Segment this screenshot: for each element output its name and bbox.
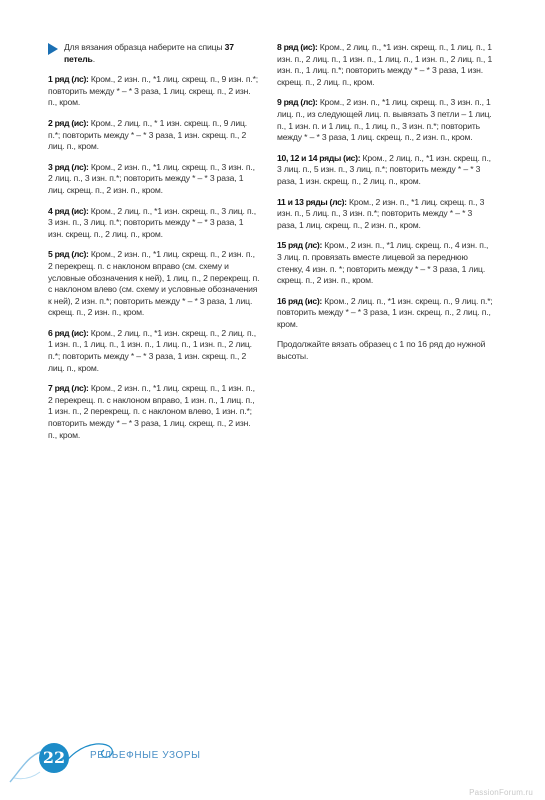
- rows-11-13: [277, 197, 493, 232]
- row-label: 15 ряд (лс):: [277, 240, 323, 251]
- row-label: 8 ряд (ис):: [277, 42, 318, 52]
- row-instructions: Кром., 2 лиц. п., *1 изн. скрещ. п., 3 лиц. п., 5 изн. п., 3 лиц. п.*; повторить между * – * 3 раза, 1 изн. скрещ. п., 2 лиц. п., кром.: [277, 152, 491, 186]
- row-label: 16 ряд (ис):: [277, 295, 322, 306]
- row-label: 1 ряд (лс):: [48, 74, 89, 85]
- row-instructions: Кром., 2 изн. п., *1 лиц. скрещ. п., 3 изн. п., 5 лиц. п., 3 изн. п.*; повторить между * – * 3 раза, 1 лиц. скрещ. п., 2 изн. п., кром.: [277, 196, 485, 230]
- closing-paragraph: Продолжайте вязать образец с 1 по 16 ряд до нужной высоты.: [277, 339, 486, 362]
- row-2: [48, 118, 260, 153]
- right-column: [277, 42, 493, 372]
- row-label: 6 ряд (ис):: [48, 327, 89, 338]
- row-instructions: Кром., 2 изн. п., *1 лиц. скрещ. п., 3 изн. п., 2 лиц. п., 3 изн. п.*; повторить между * – * 3 раза, 1 лиц. скрещ. п., 2 изн. п., кром.: [48, 161, 255, 195]
- row-instructions: Кром., 2 изн. п., *1 лиц. скрещ. п., 1 изн. п., 2 перекрещ. п. с наклоном вправо, 1 изн. п., 1 лиц. п., 1 изн. п., 2 перекрещ. п. с наклоном влево, 1 изн. п.*; повторить между * – * 3 раза, 1 лиц. скрещ. п., 2 изн. п., кром.: [48, 383, 255, 440]
- row-9: [277, 97, 493, 143]
- page-footer: [0, 738, 545, 800]
- row-15: [277, 240, 493, 286]
- decorative-swirl-icon: [0, 738, 545, 800]
- triangle-bullet-icon: [48, 43, 58, 55]
- row-instructions: Кром., 2 изн. п., *1 лиц. скрещ. п., 9 изн. п.*; повторить между * – * 3 раза, 1 лиц. скрещ. п., 2 изн. п., кром.: [48, 74, 259, 108]
- row-4: [48, 206, 260, 241]
- row-label: 4 ряд (ис):: [48, 205, 89, 216]
- watermark: PassionForum.ru: [469, 788, 533, 797]
- row-label: 7 ряд (лс):: [48, 383, 89, 394]
- row-instructions: Кром., 2 лиц. п., *1 изн. скрещ. п., 2 лиц. п., 1 изн. п., 1 лиц. п., 1 изн. п., 1 лиц. п., 1 изн. п., 2 лиц. п.*; повторить между * – * 3 раза, 1 изн. скрещ. п., 2 лиц. п., кром.: [48, 327, 256, 373]
- row-7: [48, 383, 260, 441]
- page-number: 22: [39, 743, 69, 773]
- row-label: 2 ряд (ис):: [48, 117, 89, 128]
- stitch-count: 37 петель: [64, 42, 234, 64]
- intro-text: Для вязания образца наберите на спицы: [64, 42, 225, 52]
- row-label: 10, 12 и 14 ряды (ис):: [277, 152, 361, 163]
- row-instructions: Кром., 2 изн. п., *1 лиц. скрещ. п., 2 изн. п., 2 перекрещ. п. с наклоном вправо (см. схему и условные обозначения к ней), 1 лиц. п., 2 перекрещ. п. с наклоном влево (см. схему и условные обозначения к ней), 2 изн. п.*; повторить между * – * 3 раза, 1 лиц. скрещ. п., 2 изн. п., кром.: [48, 249, 260, 318]
- row-label: 9 ряд (лс):: [277, 97, 318, 108]
- intro-tail: .: [92, 53, 95, 64]
- row-5: [48, 249, 260, 319]
- row-label: 5 ряд (лс):: [48, 249, 89, 260]
- rows-10-12-14: [277, 153, 493, 188]
- row-label: 11 и 13 ряды (лс):: [277, 196, 347, 207]
- row-1: [48, 74, 260, 109]
- left-column: [48, 42, 260, 450]
- row-instructions: Кром., 2 лиц. п., * 1 изн. скрещ. п., 9 лиц. п.*; повторить между * – * 3 раза, 1 изн. скрещ. п., 2 лиц. п., кром.: [48, 117, 248, 152]
- intro-paragraph: [48, 42, 260, 65]
- row-instructions: Кром., 2 лиц. п., *1 изн. скрещ. п., 9 лиц. п.*; повторить между * – * 3 раза, 1 изн. скрещ. п., 2 лиц. п., кром.: [277, 295, 493, 329]
- row-instructions: Кром., 2 изн. п., *1 лиц. скрещ. п., 4 изн. п., 3 лиц. п. провязать вместе лицевой за переднюю стенку, 4 изн. п. *; повторить между * – * 3 раза, 1 лиц. скрещ. п., 2 изн. п., кром.: [277, 240, 489, 286]
- row-instructions: Кром., 2 лиц. п., *1 изн. скрещ. п., 1 лиц. п., 1 изн. п., 2 лиц. п., 1 изн. п., 1 лиц. п., 1 изн. п., 2 лиц. п., 1 изн. п., 1 лиц. п.*; повторить между * – * 3 раза, 1 изн. скрещ. п., 2 лиц. п., кром.: [277, 42, 493, 87]
- row-3: [48, 162, 260, 197]
- row-6: [48, 328, 260, 374]
- row-8: [277, 42, 493, 88]
- row-label: 3 ряд (лс):: [48, 161, 89, 172]
- row-16: [277, 296, 493, 331]
- row-instructions: Кром., 2 изн. п., *1 лиц. скрещ. п., 3 изн. п., 1 лиц. п., из следующей лиц. п. вывязать 3 петли – 1 лиц. п., 1 изн. п. и 1 лиц. п., 1 лиц. п., 3 изн. п.*; повторить между * – * 3 раза, 1 лиц. скрещ. п., 2 изн. п., кром.: [277, 97, 492, 143]
- section-title: РЕЛЬЕФНЫЕ УЗОРЫ: [90, 750, 201, 761]
- row-instructions: Кром., 2 лиц. п., *1 изн. скрещ. п., 3 лиц. п., 3 изн. п., 3 лиц. п.*; повторить между * – * 3 раза, 1 изн. скрещ. п., 2 лиц. п., кром.: [48, 205, 256, 239]
